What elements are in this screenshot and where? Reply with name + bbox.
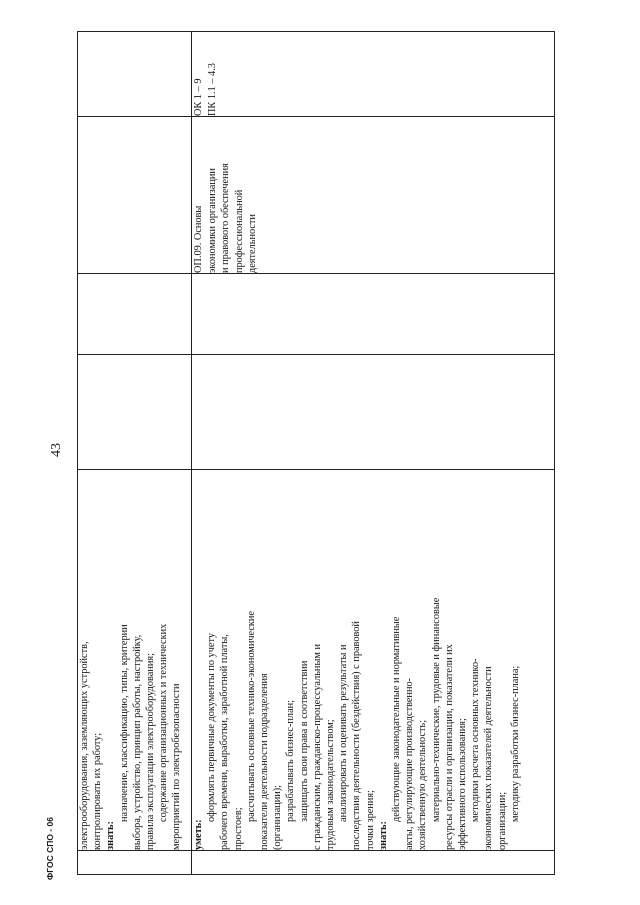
text-line: защищать свои права в соответствии — [298, 660, 310, 822]
text-line: экономики организации — [206, 168, 218, 273]
footer-code: ФГОС СПО - 06 — [45, 817, 55, 880]
discipline-cell — [78, 117, 192, 274]
text-line: ПК 1.1 – 4.3 — [206, 63, 218, 116]
rotated-page — [45, 32, 555, 880]
text-line: простоев; — [232, 807, 244, 850]
text-line: контролировать их работу; — [92, 732, 104, 850]
text-line: содержание организационных и технических — [158, 623, 170, 822]
text-line: ОК 1 – 9 — [193, 78, 204, 116]
text-line: электрооборудования, заземляющих устройств, — [79, 641, 90, 850]
hours-cell — [78, 274, 192, 355]
hours-cell — [78, 355, 192, 470]
text-line: с гражданским, гражданско-процессуальным и — [311, 644, 323, 850]
text-line: организации; — [496, 791, 508, 850]
text-line: деятельности — [247, 214, 258, 273]
text-line: рассчитывать основные технико-экономические — [245, 611, 257, 822]
content-cell-op09 — [192, 470, 555, 851]
table-row-upper — [78, 32, 192, 875]
text-line: анализировать и оценивать результаты и — [338, 644, 350, 822]
text-line: трудовым законодательством; — [325, 719, 337, 850]
text-line: экономических показателей деятельности — [483, 666, 495, 850]
competence-cell — [78, 32, 192, 117]
text-line: мероприятий по электробезопасности — [171, 683, 183, 850]
hours-cell — [192, 274, 555, 355]
curriculum-table — [77, 31, 555, 875]
table-row-op09 — [192, 32, 555, 875]
text-line: разрабатывать бизнес-план; — [285, 699, 297, 822]
text-line: и правового обеспечения — [220, 163, 231, 273]
text-line: точки зрения; — [364, 790, 376, 850]
text-line: знать: — [377, 821, 389, 850]
content-cell-upper — [78, 470, 192, 851]
page-number: 43 — [49, 443, 64, 457]
text-line: действующие законодательные и нормативные — [391, 616, 403, 822]
text-line: профессиональной — [233, 189, 245, 273]
text-line: последствия деятельности (бездействия) с правовой — [351, 621, 363, 850]
text-line: акты, регулирующие производственно- — [404, 677, 416, 850]
text-line: (организации); — [272, 785, 284, 850]
text-line: хозяйственную деятельность; — [417, 719, 429, 850]
text-line: правила эксплуатации электрооборудования; — [145, 653, 157, 850]
text-line: уметь: — [193, 819, 204, 850]
discipline-cell — [192, 117, 555, 274]
text-line: ресурсы отрасли и организации, показатели их — [443, 644, 455, 850]
text-line: методики расчета основных технико- — [470, 658, 482, 822]
text-line: показатели деятельности подразделения — [259, 673, 271, 850]
text-line: выбора, устройство, принцип работы, настройку, — [131, 634, 143, 850]
text-line: материально-технические, трудовые и финансовые — [430, 597, 442, 822]
text-line: рабочего времени, выработки, заработной платы, — [219, 634, 231, 850]
text-line: назначение, классификацию, типы, критерии — [118, 624, 130, 822]
index-cell — [192, 851, 555, 875]
hours-cell — [192, 355, 555, 470]
text-line: оформлять первичные документы по учету — [206, 633, 218, 822]
text-line: знать: — [105, 821, 117, 850]
competence-cell — [192, 32, 555, 117]
text-line: методику разработки бизнес-плана; — [509, 665, 521, 822]
index-cell — [78, 851, 192, 875]
text-line: ОП.09. Основы — [193, 205, 204, 273]
text-line: эффективного использования; — [457, 718, 469, 850]
